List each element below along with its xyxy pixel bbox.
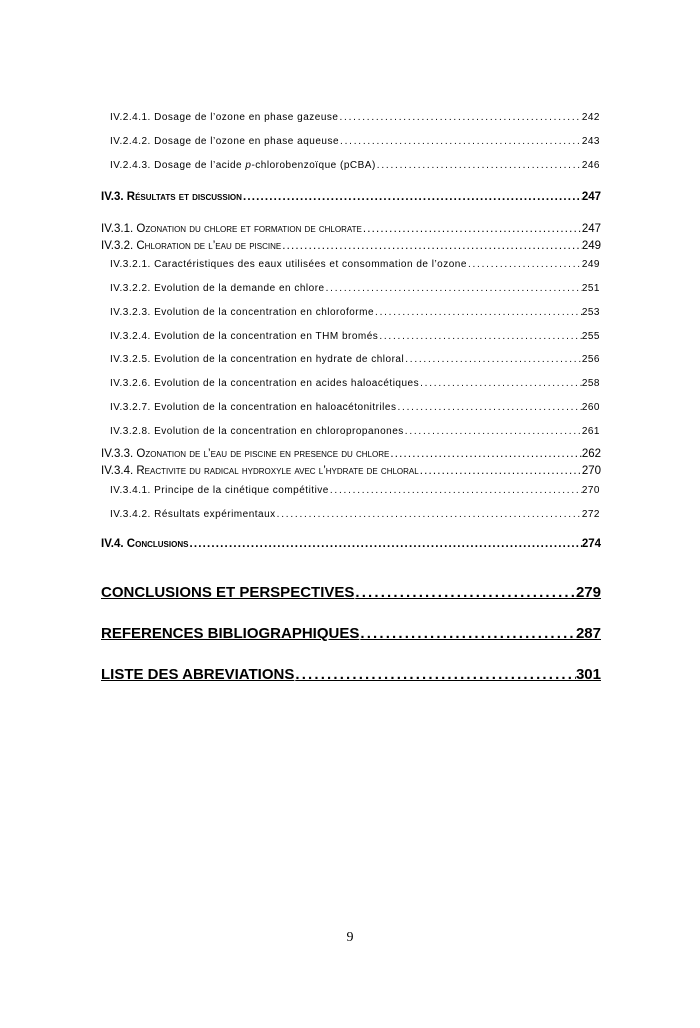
- toc-section-label: IV.3. Résultats et discussion: [101, 191, 242, 203]
- toc-entry-iv-2-4-1[interactable]: [110, 112, 600, 123]
- toc-entry-iv-3-2-6[interactable]: [110, 378, 600, 389]
- dot-leader: [376, 160, 582, 171]
- toc-entry-label: IV.3.2.1. Caractéristiques des eaux utilisées et consommation de l’ozone: [110, 259, 467, 270]
- toc-entry-label: IV.3.4.2. Résultats expérimentaux: [110, 509, 276, 520]
- toc-entry-page: 270: [581, 465, 601, 477]
- dot-leader: [378, 331, 582, 342]
- dot-leader: [354, 584, 576, 601]
- dot-leader: [294, 666, 576, 683]
- toc-entry-label: [110, 160, 376, 171]
- toc-entry-label-italic: p: [245, 160, 252, 171]
- dot-leader: [404, 354, 582, 365]
- toc-entry-iv-2-4-2[interactable]: [110, 136, 600, 147]
- toc-section-iv-4[interactable]: [101, 538, 601, 550]
- toc-section-page: 247: [581, 191, 601, 203]
- toc-entry-iv-3-2-8[interactable]: [110, 426, 600, 437]
- toc-entry-iv-3-2[interactable]: [101, 240, 601, 252]
- dot-leader: [188, 538, 581, 550]
- toc-chapter-references[interactable]: [101, 625, 601, 642]
- dot-leader: [276, 509, 582, 520]
- dot-leader: [281, 240, 582, 252]
- toc-entry-iv-3-4[interactable]: [101, 465, 601, 477]
- toc-entry-page: 258: [581, 378, 600, 389]
- dot-leader: [374, 307, 582, 318]
- toc-entry-page: 247: [581, 223, 601, 235]
- toc-entry-label: IV.3.2.4. Evolution de la concentration en THM bromés: [110, 331, 379, 342]
- toc-entry-page: 272: [581, 509, 600, 520]
- page-number: 9: [346, 930, 354, 945]
- dot-leader: [329, 485, 582, 496]
- dot-leader: [404, 426, 582, 437]
- dot-leader: [419, 378, 582, 389]
- toc-entry-page: 255: [581, 331, 600, 342]
- dot-leader: [419, 465, 582, 477]
- toc-chapter-page: 301: [575, 666, 601, 683]
- toc-entry-page: 242: [581, 112, 600, 123]
- toc-entry-label: IV.3.2.8. Evolution de la concentration en chloropropanones: [110, 426, 404, 437]
- toc-entry-label: IV.3.1. Ozonation du chlore et formation de chlorate: [101, 223, 362, 235]
- toc-entry-page: 243: [581, 136, 600, 147]
- toc-entry-iv-3-2-5[interactable]: [110, 354, 600, 365]
- toc-entry-iv-3-1[interactable]: [101, 223, 601, 235]
- toc-chapter-conclusions[interactable]: [101, 584, 601, 601]
- toc-entry-label: IV.3.2.2. Evolution de la demande en chlore: [110, 283, 325, 294]
- toc-entry-label: IV.3.3. Ozonation de l’eau de piscine en presence du chlore: [101, 448, 390, 460]
- toc-section-iv-3[interactable]: [101, 191, 601, 203]
- dot-leader: [325, 283, 582, 294]
- dot-leader: [359, 625, 576, 642]
- toc-entry-iv-3-2-4[interactable]: [110, 331, 600, 342]
- toc-entry-iv-3-2-2[interactable]: [110, 283, 600, 294]
- dot-leader: [396, 402, 581, 413]
- toc-entry-label-post: -chlorobenzoïque (pCBA): [251, 160, 376, 171]
- toc-entry-iv-3-4-1[interactable]: [110, 485, 600, 496]
- toc-entry-label: IV.3.2.7. Evolution de la concentration en haloacétonitriles: [110, 402, 397, 413]
- toc-entry-iv-3-2-3[interactable]: [110, 307, 600, 318]
- toc-entry-label: IV.3.2.3. Evolution de la concentration en chloroforme: [110, 307, 375, 318]
- toc-entry-iv-3-2-7[interactable]: [110, 402, 600, 413]
- toc-entry-label: IV.2.4.1. Dosage de l’ozone en phase gazeuse: [110, 112, 339, 123]
- toc-section-page: 274: [581, 538, 601, 550]
- dot-leader: [389, 448, 581, 460]
- toc-entry-label: IV.3.2.6. Evolution de la concentration en acides haloacétiques: [110, 378, 420, 389]
- toc-entry-page: 270: [581, 485, 600, 496]
- toc-entry-page: 262: [581, 448, 601, 460]
- toc-entry-label: IV.3.2.5. Evolution de la concentration en hydrate de chloral: [110, 354, 405, 365]
- dot-leader: [338, 112, 581, 123]
- toc-entry-page: 249: [581, 240, 601, 252]
- dot-leader: [242, 191, 582, 203]
- toc-entry-iv-3-2-1[interactable]: [110, 259, 600, 270]
- dot-leader: [362, 223, 582, 235]
- toc-entry-page: 260: [581, 402, 600, 413]
- toc-entry-label: IV.3.4. Reactivite du radical hydroxyle avec l’hydrate de chloral: [101, 465, 419, 477]
- toc-entry-label: IV.3.4.1. Principe de la cinétique compétitive: [110, 485, 329, 496]
- toc-entry-label-pre: IV.2.4.3. Dosage de l’acide: [110, 160, 246, 171]
- dot-leader: [339, 136, 582, 147]
- toc-entry-page: 261: [581, 426, 600, 437]
- toc-section-label: IV.4. Conclusions: [101, 538, 189, 550]
- dot-leader: [467, 259, 582, 270]
- toc-chapter-abreviations[interactable]: [101, 666, 601, 683]
- toc-chapter-page: 287: [575, 625, 601, 642]
- toc-chapter-page: 279: [575, 584, 601, 601]
- toc-entry-label: IV.3.2. Chloration de l’eau de piscine: [101, 240, 282, 252]
- toc-entry-label: IV.2.4.2. Dosage de l’ozone en phase aqueuse: [110, 136, 340, 147]
- toc-chapter-label: CONCLUSIONS ET PERSPECTIVES: [101, 584, 355, 601]
- toc-entry-iv-3-4-2[interactable]: [110, 509, 600, 520]
- toc-entry-page: 249: [581, 259, 600, 270]
- toc-chapter-label: REFERENCES BIBLIOGRAPHIQUES: [101, 625, 360, 642]
- toc-entry-page: 251: [581, 283, 600, 294]
- toc-chapter-label: LISTE DES ABREVIATIONS: [101, 666, 295, 683]
- toc-entry-iv-3-3[interactable]: [101, 448, 601, 460]
- toc-entry-page: 246: [581, 160, 600, 171]
- toc-entry-iv-2-4-3[interactable]: [110, 160, 600, 171]
- toc-entry-page: 253: [581, 307, 600, 318]
- toc-entry-page: 256: [581, 354, 600, 365]
